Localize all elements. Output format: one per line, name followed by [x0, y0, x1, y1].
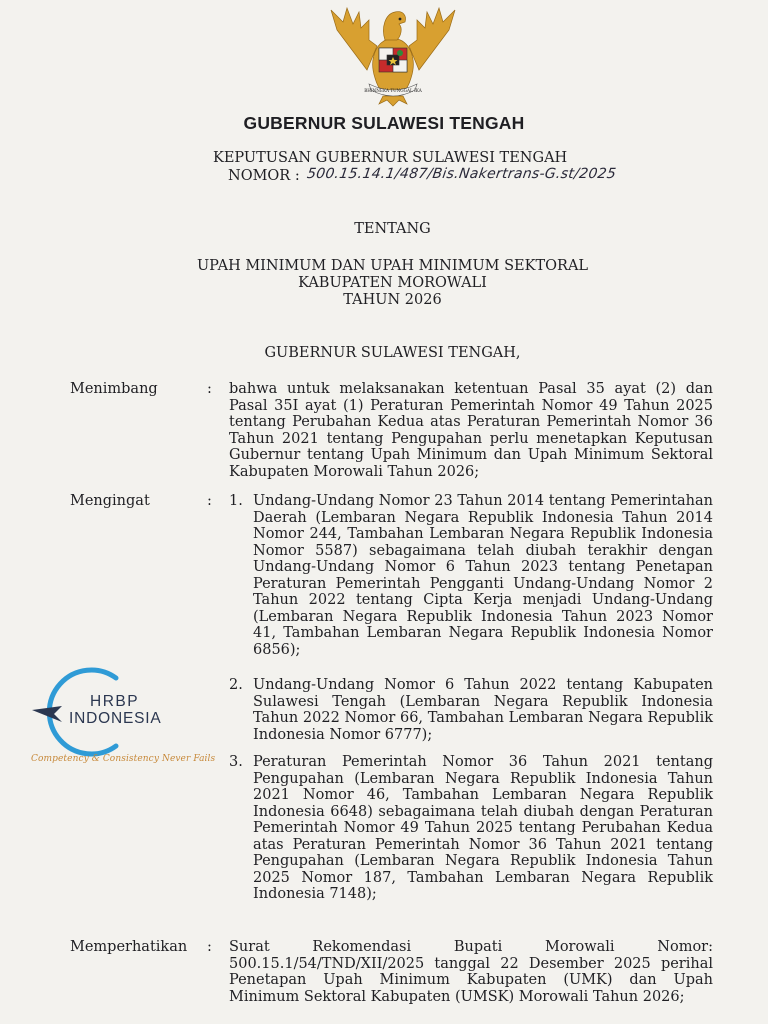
- governor-title: GUBERNUR SULAWESI TENGAH: [243, 113, 525, 133]
- subject-line-3: TAHUN 2026: [343, 292, 442, 308]
- mengingat-label: Mengingat: [70, 493, 150, 509]
- memperhatikan-text: Surat Rekomendasi Bupati Morowali Nomor: 500.15.1/54/TND/XII/2025 tanggal 22 Desember 2025 perihal Penetapan Upah Minimum Kabupaten (UMK) dan Upah Minimum Sektoral Kabupaten (UMSK) Morowali Tahun 2026;: [229, 939, 713, 1005]
- tentang-heading: TENTANG: [354, 221, 431, 237]
- mengingat-item-2-number: 2.: [229, 677, 243, 693]
- mengingat-item-2-text: Undang-Undang Nomor 6 Tahun 2022 tentang Kabupaten Sulawesi Tengah (Lembaran Negara Republik Indonesia Tahun 2022 Nomor 66, Tambahan Lembaran Negara Republik Indonesia Nomor 6777);: [253, 677, 713, 743]
- memperhatikan-label: Memperhatikan: [70, 939, 188, 955]
- decree-title: KEPUTUSAN GUBERNUR SULAWESI TENGAH: [213, 150, 568, 166]
- decree-number-handwritten: 500.15.14.1/487/Bis.Nakertrans-G.st/2025: [305, 166, 618, 182]
- menimbang-colon: :: [207, 381, 212, 397]
- mengingat-item-1-number: 1.: [229, 493, 243, 509]
- subject-line-1: UPAH MINIMUM DAN UPAH MINIMUM SEKTORAL: [196, 258, 589, 274]
- mengingat-colon: :: [207, 493, 212, 509]
- mengingat-item-1-text: Undang-Undang Nomor 23 Tahun 2014 tentang Pemerintahan Daerah (Lembaran Negara Republik Indonesia Tahun 2014 Nomor 244, Tambahan Lembaran Negara Republik Indonesia Nomor 5587) sebagaimana telah diubah terakhir dengan Undang-Undang Nomor 6 Tahun 2023 tentang Penetapan Peraturan Pemerintah Pengganti Undang-Undang Nomor 2 Tahun 2022 tentang Cipta Kerja menjadi Undang-Undang (Lembaran Negara Republik Indonesia Tahun 2023 Nomor 41, Tambahan Lembaran Negara Republik Indonesia Nomor 6856);: [253, 493, 713, 658]
- emblem-motto: BHINNEKA TUNGGAL IKA: [364, 88, 422, 93]
- menimbang-text: bahwa untuk melaksanakan ketentuan Pasal 35 ayat (2) dan Pasal 35I ayat (1) Peraturan Pemerintah Nomor 49 Tahun 2025 tentang Perubahan Kedua atas Peraturan Pemerintah Nomor 36 Tahun 2021 tentang Pengupahan perlu menetapkan Keputusan Gubernur tentang Upah Minimum dan Upah Minimum Sektoral Kabupaten Morowali Tahun 2026;: [229, 381, 713, 480]
- garuda-emblem: [323, 0, 463, 108]
- subject-line-2: KABUPATEN MOROWALI: [298, 275, 487, 291]
- logo-text-hrbp: HRBP: [90, 693, 140, 710]
- governor-salutation: GUBERNUR SULAWESI TENGAH,: [264, 345, 521, 361]
- decree-number-label: NOMOR :: [228, 168, 300, 184]
- menimbang-label: Menimbang: [70, 381, 158, 397]
- memperhatikan-colon: :: [207, 939, 212, 955]
- logo-text-indonesia: INDONESIA: [69, 710, 162, 727]
- mengingat-item-3-number: 3.: [229, 754, 243, 770]
- mengingat-item-3-text: Peraturan Pemerintah Nomor 36 Tahun 2021 tentang Pengupahan (Lembaran Negara Republik Indonesia Tahun 2021 Nomor 46, Tambahan Lembaran Negara Republik Indonesia 6648) sebagaimana telah diubah dengan Peraturan Pemerintah Nomor 49 Tahun 2025 tentang Perubahan Kedua atas Peraturan Pemerintah Nomor 36 Tahun 2021 tentang Pengupahan (Lembaran Negara Republik Indonesia Tahun 2025 Nomor 187, Tambahan Lembaran Negara Republik Indonesia 7148);: [253, 754, 713, 902]
- logo-tagline: Competency & Consistency Never Fails: [31, 754, 216, 764]
